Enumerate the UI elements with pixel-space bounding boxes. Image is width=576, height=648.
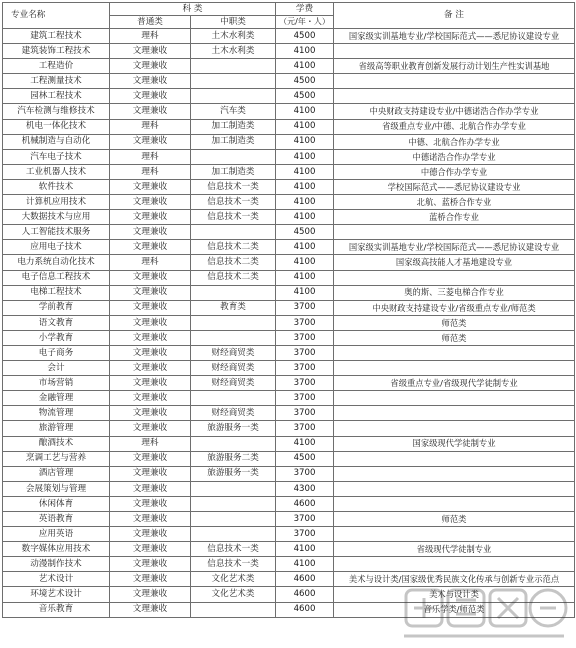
cell-vocational [191, 602, 276, 617]
cell-vocational: 信息技术一类 [191, 210, 276, 225]
cell-name: 汽车检测与维修技术 [3, 104, 110, 119]
table-row [3, 255, 575, 270]
cell-vocational [191, 89, 276, 104]
cell-fee: 4500 [276, 451, 334, 466]
table-row [3, 602, 575, 617]
table-row [3, 74, 575, 89]
cell-general: 文理兼收 [110, 406, 191, 421]
table-row [3, 361, 575, 376]
cell-note: 省级重点专业/省级现代学徒制专业 [334, 376, 575, 391]
cell-note: 国家级高技能人才基地建设专业 [334, 255, 575, 270]
cell-note [334, 44, 575, 59]
cell-fee: 4100 [276, 104, 334, 119]
cell-name: 建筑装饰工程技术 [3, 44, 110, 59]
cell-fee: 4300 [276, 481, 334, 496]
cell-name: 休闲体育 [3, 496, 110, 511]
cell-vocational: 财经商贸类 [191, 361, 276, 376]
cell-name: 大数据技术与应用 [3, 210, 110, 225]
cell-general: 文理兼收 [110, 345, 191, 360]
cell-vocational [191, 74, 276, 89]
table-row [3, 44, 575, 59]
cell-name: 汽车电子技术 [3, 149, 110, 164]
table-row [3, 587, 575, 602]
cell-note [334, 361, 575, 376]
cell-name: 机械制造与自动化 [3, 134, 110, 149]
cell-note [334, 345, 575, 360]
cell-general: 文理兼收 [110, 421, 191, 436]
header-remarks: 备 注 [334, 3, 575, 29]
cell-general: 文理兼收 [110, 330, 191, 345]
cell-name: 动漫制作技术 [3, 557, 110, 572]
cell-fee: 4100 [276, 164, 334, 179]
cell-note: 音乐学类/师范类 [334, 602, 575, 617]
cell-general: 理科 [110, 255, 191, 270]
cell-note: 中央财政支持建设专业/省级重点专业/师范类 [334, 300, 575, 315]
cell-name: 会展策划与管理 [3, 481, 110, 496]
cell-note [334, 74, 575, 89]
cell-name: 工业机器人技术 [3, 164, 110, 179]
cell-note: 中德诺浩合作办学专业 [334, 149, 575, 164]
cell-general: 文理兼收 [110, 240, 191, 255]
cell-general: 文理兼收 [110, 481, 191, 496]
header-general: 普通类 [110, 16, 191, 29]
cell-vocational: 汽车类 [191, 104, 276, 119]
cell-name: 软件技术 [3, 179, 110, 194]
cell-vocational: 信息技术一类 [191, 557, 276, 572]
cell-note [334, 451, 575, 466]
cell-vocational [191, 527, 276, 542]
cell-vocational: 信息技术一类 [191, 542, 276, 557]
cell-fee: 3700 [276, 512, 334, 527]
table-row [3, 119, 575, 134]
cell-fee: 3700 [276, 527, 334, 542]
cell-vocational [191, 481, 276, 496]
cell-general: 文理兼收 [110, 59, 191, 74]
cell-fee: 3700 [276, 421, 334, 436]
header-vocational: 中职类 [191, 16, 276, 29]
table-row [3, 451, 575, 466]
cell-fee: 4600 [276, 587, 334, 602]
cell-fee: 3700 [276, 345, 334, 360]
cell-vocational: 旅游服务一类 [191, 421, 276, 436]
cell-vocational: 财经商贸类 [191, 376, 276, 391]
cell-note [334, 391, 575, 406]
header-major-name: 专业名称 [3, 3, 110, 29]
cell-name: 电力系统自动化技术 [3, 255, 110, 270]
cell-general: 文理兼收 [110, 451, 191, 466]
cell-general: 文理兼收 [110, 557, 191, 572]
cell-vocational [191, 436, 276, 451]
cell-note: 奥的斯、三菱电梯合作专业 [334, 285, 575, 300]
cell-name: 计算机应用技术 [3, 195, 110, 210]
cell-vocational [191, 330, 276, 345]
cell-name: 金融管理 [3, 391, 110, 406]
cell-general: 文理兼收 [110, 195, 191, 210]
cell-general: 理科 [110, 164, 191, 179]
cell-vocational: 财经商贸类 [191, 345, 276, 360]
cell-note [334, 406, 575, 421]
cell-name: 应用电子技术 [3, 240, 110, 255]
cell-fee: 4100 [276, 210, 334, 225]
header-fee: 学费 [276, 3, 334, 16]
cell-vocational: 加工制造类 [191, 134, 276, 149]
cell-general: 文理兼收 [110, 361, 191, 376]
cell-general: 文理兼收 [110, 602, 191, 617]
cell-name: 语文教育 [3, 315, 110, 330]
cell-fee: 4600 [276, 602, 334, 617]
cell-general: 文理兼收 [110, 300, 191, 315]
table-row [3, 225, 575, 240]
cell-note: 北航、蓝桥合作专业 [334, 195, 575, 210]
table-row [3, 300, 575, 315]
cell-fee: 4600 [276, 496, 334, 511]
table-row [3, 466, 575, 481]
cell-name: 工程造价 [3, 59, 110, 74]
cell-fee: 3700 [276, 300, 334, 315]
cell-fee: 4100 [276, 542, 334, 557]
table-row [3, 421, 575, 436]
cell-fee: 4500 [276, 89, 334, 104]
cell-vocational [191, 315, 276, 330]
table-row [3, 527, 575, 542]
table-row [3, 149, 575, 164]
cell-general: 文理兼收 [110, 391, 191, 406]
table-row [3, 572, 575, 587]
cell-general: 文理兼收 [110, 179, 191, 194]
cell-fee: 4100 [276, 436, 334, 451]
cell-vocational: 信息技术一类 [191, 179, 276, 194]
cell-name: 小学教育 [3, 330, 110, 345]
cell-fee: 4100 [276, 119, 334, 134]
table-row [3, 406, 575, 421]
tuition-table [2, 2, 575, 618]
cell-vocational: 信息技术一类 [191, 195, 276, 210]
cell-vocational [191, 149, 276, 164]
cell-vocational: 财经商贸类 [191, 406, 276, 421]
table-row [3, 542, 575, 557]
cell-general: 理科 [110, 29, 191, 44]
cell-fee: 3700 [276, 391, 334, 406]
cell-vocational [191, 285, 276, 300]
cell-name: 酒店管理 [3, 466, 110, 481]
cell-note: 中央财政支持建设专业/中德诺浩合作办学专业 [334, 104, 575, 119]
cell-note [334, 496, 575, 511]
cell-vocational: 加工制造类 [191, 119, 276, 134]
table-body [3, 29, 575, 618]
cell-general: 文理兼收 [110, 104, 191, 119]
table-row [3, 330, 575, 345]
cell-fee: 4100 [276, 179, 334, 194]
cell-fee: 4500 [276, 29, 334, 44]
cell-general: 理科 [110, 149, 191, 164]
cell-name: 电子商务 [3, 345, 110, 360]
cell-general: 文理兼收 [110, 527, 191, 542]
cell-note [334, 89, 575, 104]
cell-name: 电子信息工程技术 [3, 270, 110, 285]
cell-note: 中德、北航合作办学专业 [334, 134, 575, 149]
cell-fee: 4100 [276, 59, 334, 74]
table-row [3, 436, 575, 451]
cell-fee: 4100 [276, 44, 334, 59]
cell-fee: 4500 [276, 74, 334, 89]
table-row [3, 29, 575, 44]
header-category: 科 类 [110, 3, 276, 16]
cell-name: 旅游管理 [3, 421, 110, 436]
cell-name: 学前教育 [3, 300, 110, 315]
table-row [3, 195, 575, 210]
cell-name: 环境艺术设计 [3, 587, 110, 602]
cell-name: 市场营销 [3, 376, 110, 391]
cell-vocational [191, 391, 276, 406]
table-row [3, 345, 575, 360]
table-row [3, 512, 575, 527]
cell-fee: 3700 [276, 466, 334, 481]
cell-general: 文理兼收 [110, 285, 191, 300]
cell-general: 文理兼收 [110, 315, 191, 330]
cell-name: 烹调工艺与营养 [3, 451, 110, 466]
table-row [3, 391, 575, 406]
cell-name: 艺术设计 [3, 572, 110, 587]
cell-fee: 4100 [276, 149, 334, 164]
cell-general: 文理兼收 [110, 496, 191, 511]
cell-general: 文理兼收 [110, 466, 191, 481]
cell-note [334, 421, 575, 436]
cell-general: 文理兼收 [110, 225, 191, 240]
cell-name: 应用英语 [3, 527, 110, 542]
cell-vocational: 旅游服务一类 [191, 466, 276, 481]
table-row [3, 104, 575, 119]
cell-vocational: 教育类 [191, 300, 276, 315]
table-row [3, 89, 575, 104]
cell-note [334, 466, 575, 481]
cell-note: 美术与设计类 [334, 587, 575, 602]
cell-general: 文理兼收 [110, 44, 191, 59]
header-fee-unit: （元/年・人） [276, 16, 334, 29]
table-row [3, 59, 575, 74]
cell-vocational: 土木水利类 [191, 29, 276, 44]
cell-name: 电梯工程技术 [3, 285, 110, 300]
table-row [3, 164, 575, 179]
cell-note: 美术与设计类/国家级优秀民族文化传承与创新专业示范点 [334, 572, 575, 587]
cell-note: 蓝桥合作专业 [334, 210, 575, 225]
cell-general: 文理兼收 [110, 572, 191, 587]
cell-name: 工程测量技术 [3, 74, 110, 89]
cell-note: 师范类 [334, 512, 575, 527]
table-row [3, 496, 575, 511]
cell-general: 文理兼收 [110, 74, 191, 89]
table-row [3, 557, 575, 572]
cell-name: 会计 [3, 361, 110, 376]
cell-name: 人工智能技术服务 [3, 225, 110, 240]
cell-note [334, 557, 575, 572]
cell-fee: 4600 [276, 572, 334, 587]
cell-vocational: 信息技术二类 [191, 270, 276, 285]
cell-general: 文理兼收 [110, 210, 191, 225]
cell-fee: 4500 [276, 225, 334, 240]
cell-fee: 3700 [276, 315, 334, 330]
cell-name: 酿酒技术 [3, 436, 110, 451]
cell-note: 学校国际范式——悉尼协议建设专业 [334, 179, 575, 194]
cell-note: 省级高等职业教育创新发展行动计划生产性实训基地 [334, 59, 575, 74]
table-row [3, 315, 575, 330]
cell-note: 师范类 [334, 330, 575, 345]
cell-fee: 4100 [276, 134, 334, 149]
cell-general: 文理兼收 [110, 587, 191, 602]
cell-general: 文理兼收 [110, 542, 191, 557]
cell-vocational [191, 496, 276, 511]
cell-fee: 4100 [276, 557, 334, 572]
header-row-1 [3, 3, 575, 16]
cell-fee: 4100 [276, 195, 334, 210]
cell-vocational: 文化艺术类 [191, 572, 276, 587]
cell-note [334, 481, 575, 496]
cell-fee: 4100 [276, 285, 334, 300]
cell-name: 建筑工程技术 [3, 29, 110, 44]
cell-note [334, 225, 575, 240]
cell-fee: 4100 [276, 255, 334, 270]
cell-fee: 4100 [276, 270, 334, 285]
cell-fee: 3700 [276, 376, 334, 391]
cell-general: 文理兼收 [110, 270, 191, 285]
cell-note: 师范类 [334, 315, 575, 330]
cell-name: 物流管理 [3, 406, 110, 421]
cell-note: 中德合作办学专业 [334, 164, 575, 179]
cell-note [334, 270, 575, 285]
cell-note: 国家级实训基地专业/学校国际范式——悉尼协议建设专业 [334, 240, 575, 255]
cell-general: 文理兼收 [110, 134, 191, 149]
cell-note: 省级重点专业/中德、北航合作办学专业 [334, 119, 575, 134]
cell-name: 音乐教育 [3, 602, 110, 617]
cell-vocational: 信息技术二类 [191, 240, 276, 255]
table-row [3, 240, 575, 255]
cell-fee: 3700 [276, 330, 334, 345]
cell-general: 文理兼收 [110, 512, 191, 527]
cell-fee: 4100 [276, 240, 334, 255]
cell-vocational [191, 512, 276, 527]
cell-note: 国家级现代学徒制专业 [334, 436, 575, 451]
cell-fee: 3700 [276, 406, 334, 421]
cell-note: 省级现代学徒制专业 [334, 542, 575, 557]
table-row [3, 210, 575, 225]
table-row [3, 481, 575, 496]
table-row [3, 179, 575, 194]
cell-general: 文理兼收 [110, 89, 191, 104]
table-row [3, 285, 575, 300]
cell-general: 理科 [110, 436, 191, 451]
cell-name: 英语教育 [3, 512, 110, 527]
cell-fee: 3700 [276, 361, 334, 376]
cell-note: 国家级实训基地专业/学校国际范式——悉尼协议建设专业 [334, 29, 575, 44]
cell-vocational: 加工制造类 [191, 164, 276, 179]
cell-name: 园林工程技术 [3, 89, 110, 104]
cell-vocational: 文化艺术类 [191, 587, 276, 602]
table-row [3, 376, 575, 391]
table-row [3, 270, 575, 285]
table-row [3, 134, 575, 149]
cell-note [334, 527, 575, 542]
cell-name: 机电一体化技术 [3, 119, 110, 134]
cell-vocational: 旅游服务二类 [191, 451, 276, 466]
cell-vocational: 信息技术二类 [191, 255, 276, 270]
cell-name: 数字媒体应用技术 [3, 542, 110, 557]
cell-vocational [191, 59, 276, 74]
cell-vocational: 土木水利类 [191, 44, 276, 59]
cell-vocational [191, 225, 276, 240]
cell-general: 理科 [110, 119, 191, 134]
cell-general: 文理兼收 [110, 376, 191, 391]
